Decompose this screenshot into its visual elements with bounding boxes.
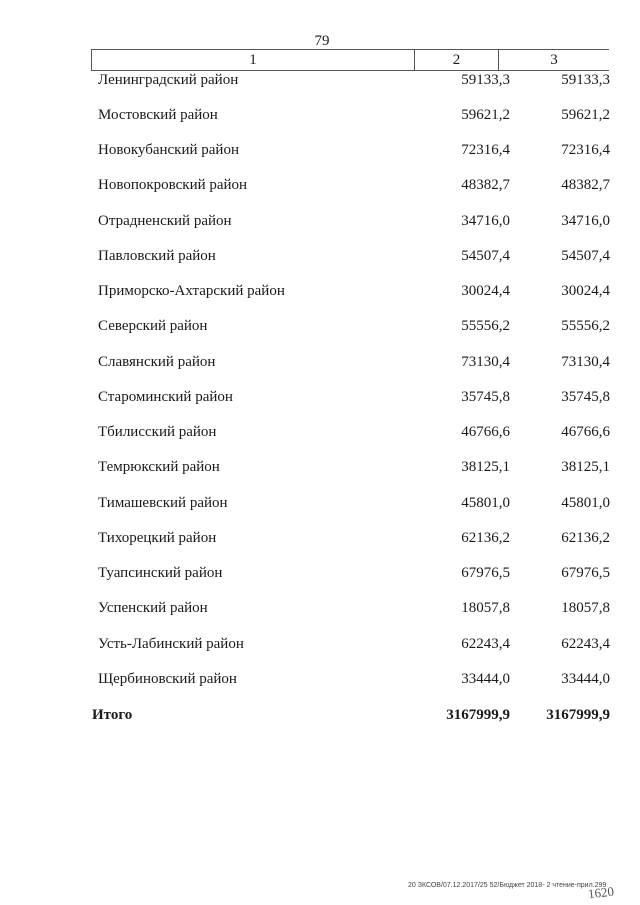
row-name: Приморско-Ахтарский район bbox=[98, 283, 285, 299]
row-value-col3: 33444,0 bbox=[561, 671, 610, 687]
row-value-col2: 34716,0 bbox=[461, 213, 510, 229]
table-row bbox=[0, 248, 640, 270]
row-name: Мостовский район bbox=[98, 107, 218, 123]
table-row bbox=[0, 177, 640, 199]
table-row bbox=[0, 495, 640, 517]
row-value-col3: 72316,4 bbox=[561, 142, 610, 158]
row-name: Новокубанский район bbox=[98, 142, 239, 158]
row-value-col2: 54507,4 bbox=[461, 248, 510, 264]
table-row bbox=[0, 107, 640, 129]
row-value-col3: 59621,2 bbox=[561, 107, 610, 123]
header-col-3: 3 bbox=[550, 52, 558, 68]
header-col-1: 1 bbox=[91, 50, 415, 70]
header-col-2: 2 bbox=[415, 50, 499, 70]
row-value-col3: 35745,8 bbox=[561, 389, 610, 405]
row-name: Ленинградский район bbox=[98, 72, 239, 88]
row-value-col2: 33444,0 bbox=[461, 671, 510, 687]
total-label: Итого bbox=[92, 707, 133, 723]
row-value-col3: 62136,2 bbox=[561, 530, 610, 546]
page-number: 79 bbox=[314, 33, 330, 49]
row-value-col2: 48382,7 bbox=[461, 177, 510, 193]
table-row bbox=[0, 72, 640, 94]
row-name: Новопокровский район bbox=[98, 177, 248, 193]
table-row bbox=[0, 600, 640, 622]
table-row bbox=[0, 671, 640, 693]
row-value-col2: 35745,8 bbox=[461, 389, 510, 405]
row-name: Староминский район bbox=[98, 389, 233, 405]
table-row bbox=[0, 142, 640, 164]
row-name: Темрюкский район bbox=[98, 459, 220, 475]
row-value-col3: 73130,4 bbox=[561, 354, 610, 370]
row-value-col2: 45801,0 bbox=[461, 495, 510, 511]
table-row bbox=[0, 389, 640, 411]
row-value-col2: 62243,4 bbox=[461, 636, 510, 652]
table-row bbox=[0, 424, 640, 446]
total-value-col2: 3167999,9 bbox=[446, 707, 510, 723]
row-value-col2: 30024,4 bbox=[461, 283, 510, 299]
row-name: Туапсинский район bbox=[98, 565, 223, 581]
row-value-col2: 72316,4 bbox=[461, 142, 510, 158]
row-value-col3: 62243,4 bbox=[561, 636, 610, 652]
row-value-col3: 34716,0 bbox=[561, 213, 610, 229]
table-row bbox=[0, 354, 640, 376]
table-row bbox=[0, 213, 640, 235]
row-value-col3: 48382,7 bbox=[561, 177, 610, 193]
row-value-col3: 54507,4 bbox=[561, 248, 610, 264]
row-value-col2: 55556,2 bbox=[461, 318, 510, 334]
row-name: Северский район bbox=[98, 318, 208, 334]
table-row bbox=[0, 636, 640, 658]
row-name: Тихорецкий район bbox=[98, 530, 217, 546]
row-name: Усть-Лабинский район bbox=[98, 636, 244, 652]
row-name: Славянский район bbox=[98, 354, 216, 370]
row-name: Павловский район bbox=[98, 248, 216, 264]
row-value-col3: 38125,1 bbox=[561, 459, 610, 475]
total-row bbox=[0, 707, 640, 729]
row-value-col2: 18057,8 bbox=[461, 600, 510, 616]
document-stamp: 20 ЗКСОВ/07.12.2017/25 52/Бюджет 2018- 2 чтение-прил.299 bbox=[408, 882, 607, 889]
table-header bbox=[91, 49, 609, 71]
row-value-col2: 59621,2 bbox=[461, 107, 510, 123]
row-value-col3: 59133,3 bbox=[561, 72, 610, 88]
row-name: Щербиновский район bbox=[98, 671, 237, 687]
row-value-col3: 18057,8 bbox=[561, 600, 610, 616]
table-row bbox=[0, 459, 640, 481]
row-value-col2: 67976,5 bbox=[461, 565, 510, 581]
row-value-col2: 73130,4 bbox=[461, 354, 510, 370]
row-value-col3: 67976,5 bbox=[561, 565, 610, 581]
row-name: Успенский район bbox=[98, 600, 208, 616]
row-value-col2: 46766,6 bbox=[461, 424, 510, 440]
row-value-col2: 38125,1 bbox=[461, 459, 510, 475]
row-name: Отрадненский район bbox=[98, 213, 232, 229]
total-value-col3: 3167999,9 bbox=[546, 707, 610, 723]
row-value-col3: 55556,2 bbox=[561, 318, 610, 334]
sheet-number: 1620 bbox=[587, 883, 615, 902]
row-name: Тбилисский район bbox=[98, 424, 217, 440]
row-value-col3: 30024,4 bbox=[561, 283, 610, 299]
table-row bbox=[0, 283, 640, 305]
row-value-col3: 45801,0 bbox=[561, 495, 610, 511]
row-value-col2: 59133,3 bbox=[461, 72, 510, 88]
row-name: Тимашевский район bbox=[98, 495, 228, 511]
table-row bbox=[0, 530, 640, 552]
row-value-col3: 46766,6 bbox=[561, 424, 610, 440]
table-row bbox=[0, 565, 640, 587]
row-value-col2: 62136,2 bbox=[461, 530, 510, 546]
table-row bbox=[0, 318, 640, 340]
